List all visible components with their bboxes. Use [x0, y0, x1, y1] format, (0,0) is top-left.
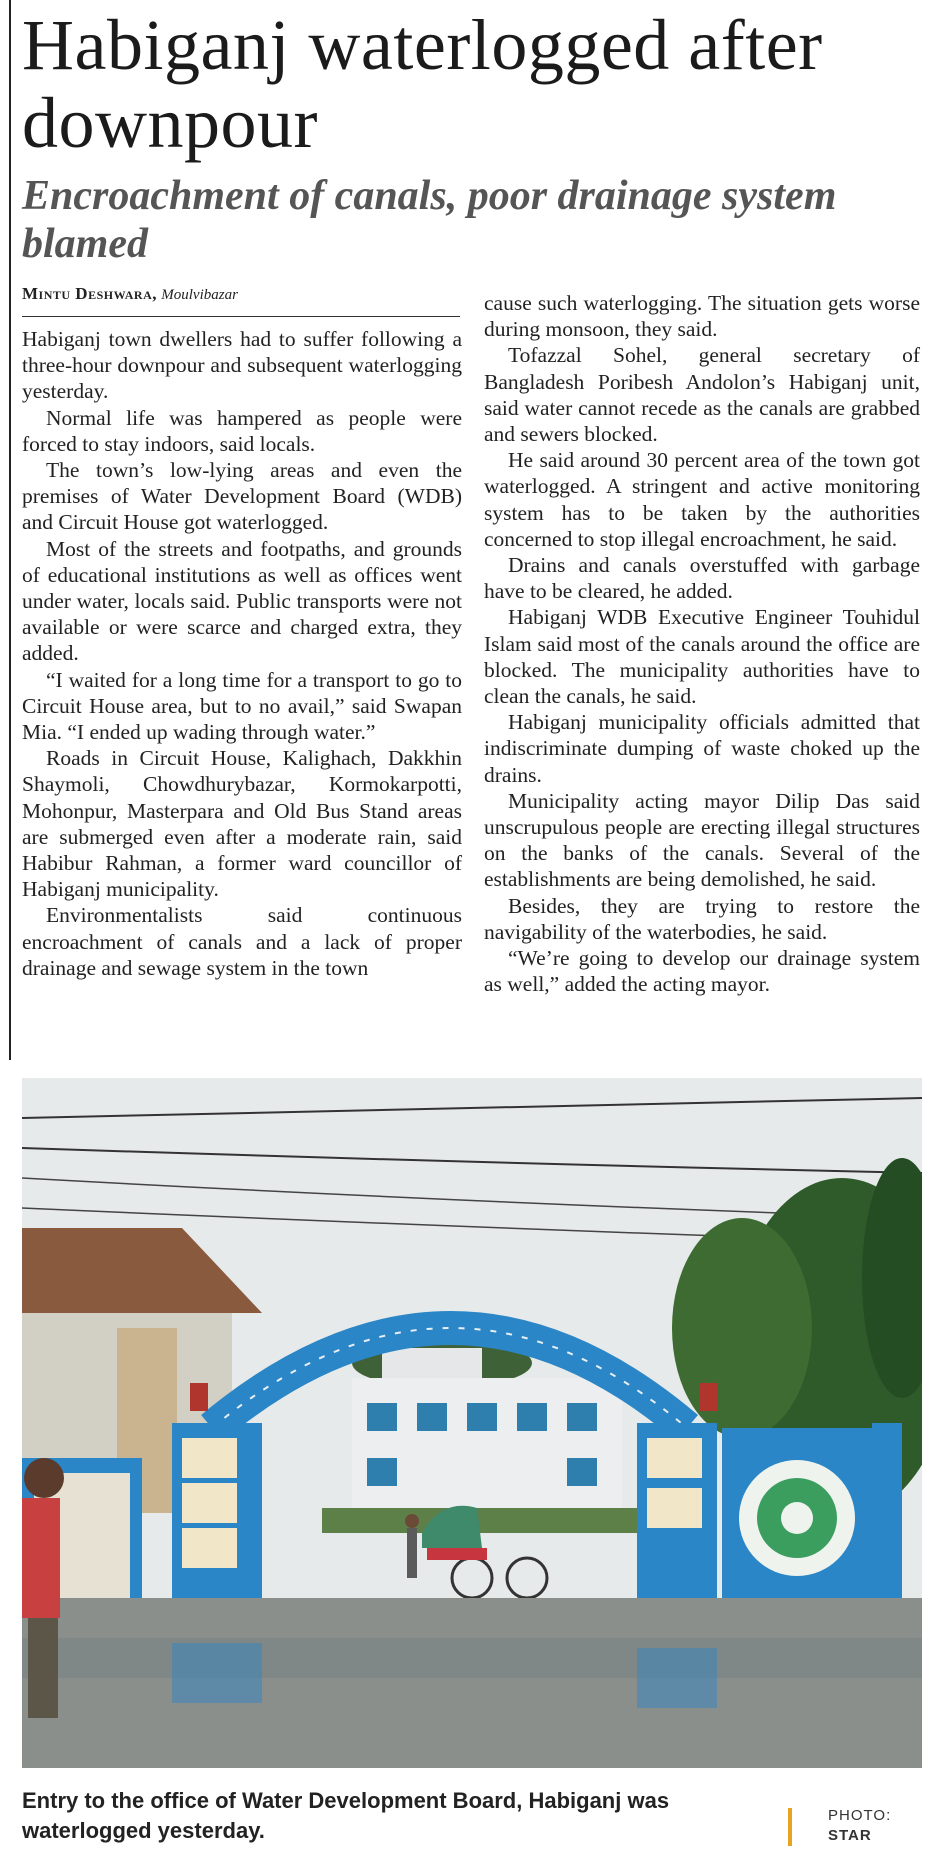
paragraph: Habiganj municipality officials admitted that indiscriminate dumping of waste choked up the drains.: [484, 710, 920, 787]
paragraph: Normal life was hampered as people were forced to stay indoors, said locals.: [22, 405, 462, 456]
photo-credit-label: PHOTO:: [828, 1807, 892, 1824]
credit-accent-bar: [788, 1808, 792, 1846]
paragraph: Tofazzal Sohel, general secretary of Bangladesh Poribesh Andolon’s Habiganj unit, said water cannot recede as the canals are grabbed and sewers blocked.: [484, 343, 920, 447]
photo-credit-source: STAR: [828, 1827, 872, 1844]
paragraph: He said around 30 percent area of the town got waterlogged. A stringent and active monitoring system has to be taken by the authorities concerned to stop illegal encroachment, he said.: [484, 448, 920, 551]
paragraph: Habiganj WDB Executive Engineer Touhidul Islam said most of the canals around the office are blocked. The municipality authorities have to clean the canals, he said.: [484, 605, 920, 709]
waterlogged-gate-illustration: [22, 1078, 922, 1768]
paragraph: The town’s low-lying areas and even the premises of Water Development Board (WDB) and Circuit House got waterlogged.: [22, 458, 462, 535]
news-photo: [22, 1078, 922, 1768]
paragraph: Municipality acting mayor Dilip Das said unscrupulous people are erecting illegal structures on the banks of the canals. Several of the establishments are being demolished, he said.: [484, 788, 920, 892]
article-column-2: [484, 290, 920, 997]
paragraph: “We’re going to develop our drainage system as well,” added the acting mayor.: [484, 946, 920, 997]
paragraph: Most of the streets and footpaths, and grounds of educational institutions as well as offices went under water, locals said. Public transports were not available or were scarce and charged extra, they added.: [22, 536, 462, 666]
paragraph: Roads in Circuit House, Kalighach, Dakkhin Shaymoli, Chowdhurybazar, Kormokarpotti, Mohonpur, Masterpara and Old Bus Stand areas are submerged even after a moderate rain, said Habibur Rahman, a former ward councillor of Habiganj municipality.: [22, 746, 462, 902]
left-column-rule: [9, 0, 11, 1060]
photo-credit: [828, 1806, 891, 1846]
paragraph: “I waited for a long time for a transport to go to Circuit House area, but to no avail,” said Swapan Mia. “I ended up wading through water.”: [22, 667, 462, 745]
paragraph: Habiganj town dwellers had to suffer following a three-hour downpour and subsequent waterlogging yesterday.: [22, 327, 462, 404]
headline: Habiganj waterlogged after downpour: [22, 5, 823, 163]
byline-divider: [22, 316, 460, 317]
paragraph: Drains and canals overstuffed with garbage have to be cleared, he added.: [484, 553, 920, 604]
byline: [22, 284, 462, 304]
paragraph: Besides, they are trying to restore the navigability of the waterbodies, he said.: [484, 893, 920, 944]
photo-caption: Entry to the office of Water Development Board, Habiganj was waterlogged yesterday.: [22, 1788, 670, 1843]
byline-location: Moulvibazar: [161, 287, 238, 303]
byline-author: Mintu Deshwara,: [22, 284, 158, 303]
article-column-1: [22, 326, 462, 981]
subheadline: Encroachment of canals, poor drainage system blamed: [22, 173, 837, 267]
paragraph: Environmentalists said continuous encroachment of canals and a lack of proper drainage and sewage system in the town: [22, 903, 462, 980]
paragraph: cause such waterlogging. The situation gets worse during monsoon, they said.: [484, 291, 920, 342]
